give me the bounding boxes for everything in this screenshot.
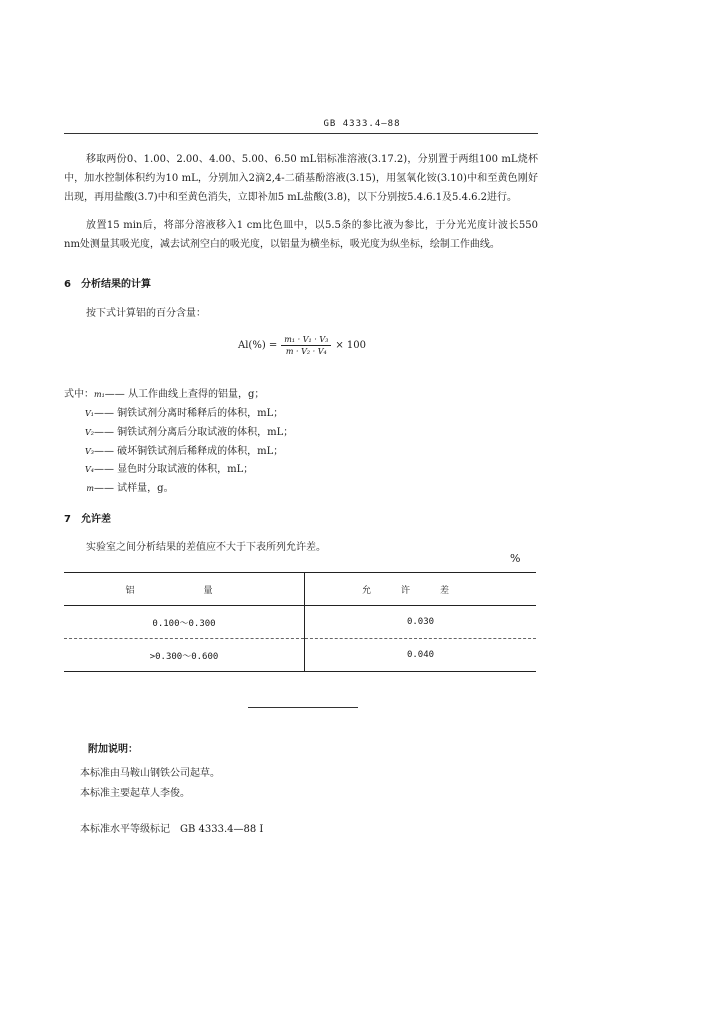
variable-symbol: m₁ (94, 390, 105, 399)
variable-prefix: 式中： (64, 389, 94, 400)
variable-line (64, 386, 264, 404)
table-row (64, 606, 536, 639)
variable-desc: —— 铜铁试剂分离时稀释后的体积，mL； (94, 408, 284, 419)
variable-line (64, 424, 293, 442)
table-row (64, 639, 536, 672)
variable-line (64, 443, 283, 461)
formula-rhs: × 100 (335, 340, 366, 351)
variable-desc: —— 破坏铜铁试剂后稀释成的体积，mL； (94, 446, 284, 457)
paragraph-measurement: 放置15 min后，将部分溶液移入1 cm比色皿中，以5.5条的参比液为参比，于分光光度计波长550 nm处测量其吸光度，减去试剂空白的吸光度，以铝量为横坐标，吸光度为纵坐标，绘制工作曲线。 (64, 220, 538, 250)
unit-mark: % (510, 552, 521, 565)
section-7-intro: 实验室之间分析结果的差值应不大于下表所列允许差。 (86, 542, 326, 553)
formula-numerator: m₁ · V₁ · V₃ (281, 335, 331, 346)
variable-symbol: V₃ (85, 447, 94, 456)
section-6-title: 6 分析结果的计算 (64, 279, 151, 290)
notes-line: 本标准水平等级标记 GB 4333.4—88 I (80, 824, 264, 835)
page-header: GB 4333.4—88 (323, 119, 401, 129)
variable-line (64, 461, 253, 479)
notes-line: 本标准由马鞍山钢铁公司起草。 (80, 768, 220, 779)
table-header-cell: 铝 量 (64, 573, 305, 606)
section-6-intro: 按下式计算铝的百分含量： (86, 308, 206, 319)
paragraph-calibration: 移取两份0、1.00、2.00、4.00、5.00、6.50 mL铝标准溶液(3.17.2)，分别置于两组100 mL烧杯中，加水控制体积约为10 mL，分别加入2滴2,4-二硝基酚溶液(3.15)，用氢氧化铵(3.10)中和至黄色刚好出现，再用盐酸(3.7)中和至黄色消失，立即补加5 mL盐酸(3.8)，以下分别按5.4.6.1及5.4.6.2进行。 (64, 154, 538, 203)
variable-desc: —— 铜铁试剂分离后分取试液的体积，mL； (94, 427, 294, 438)
formula-denominator: m · V₂ · V₄ (285, 347, 327, 356)
header-rule (64, 133, 538, 134)
variable-desc: —— 显色时分取试液的体积，mL； (94, 464, 254, 475)
notes-title: 附加说明： (88, 744, 138, 755)
variable-desc: —— 试样量，g。 (94, 483, 174, 494)
table-header-row (64, 573, 536, 606)
variable-desc: —— 从工作曲线上查得的铝量，g； (104, 389, 265, 400)
table-cell: 0.100～0.300 (64, 606, 305, 639)
table-cell: >0.300～0.600 (64, 639, 305, 672)
formula (238, 335, 366, 356)
variable-line (64, 405, 283, 423)
variable-symbol: m (86, 484, 94, 493)
formula-lhs: Al(%) = (238, 340, 278, 351)
variable-symbol: V₂ (85, 428, 94, 437)
variable-symbol: V₁ (85, 409, 94, 418)
table-cell: 0.040 (305, 639, 537, 672)
end-rule (248, 707, 358, 708)
notes-line: 本标准主要起草人李俊。 (80, 788, 190, 799)
section-7-title: 7 允许差 (64, 514, 111, 525)
tolerance-table (64, 572, 536, 672)
variable-line (64, 480, 174, 498)
table-header-cell: 允许差 (305, 573, 537, 606)
formula-fraction (281, 335, 331, 356)
variable-symbol: V₄ (85, 465, 94, 474)
table-cell: 0.030 (305, 606, 537, 639)
